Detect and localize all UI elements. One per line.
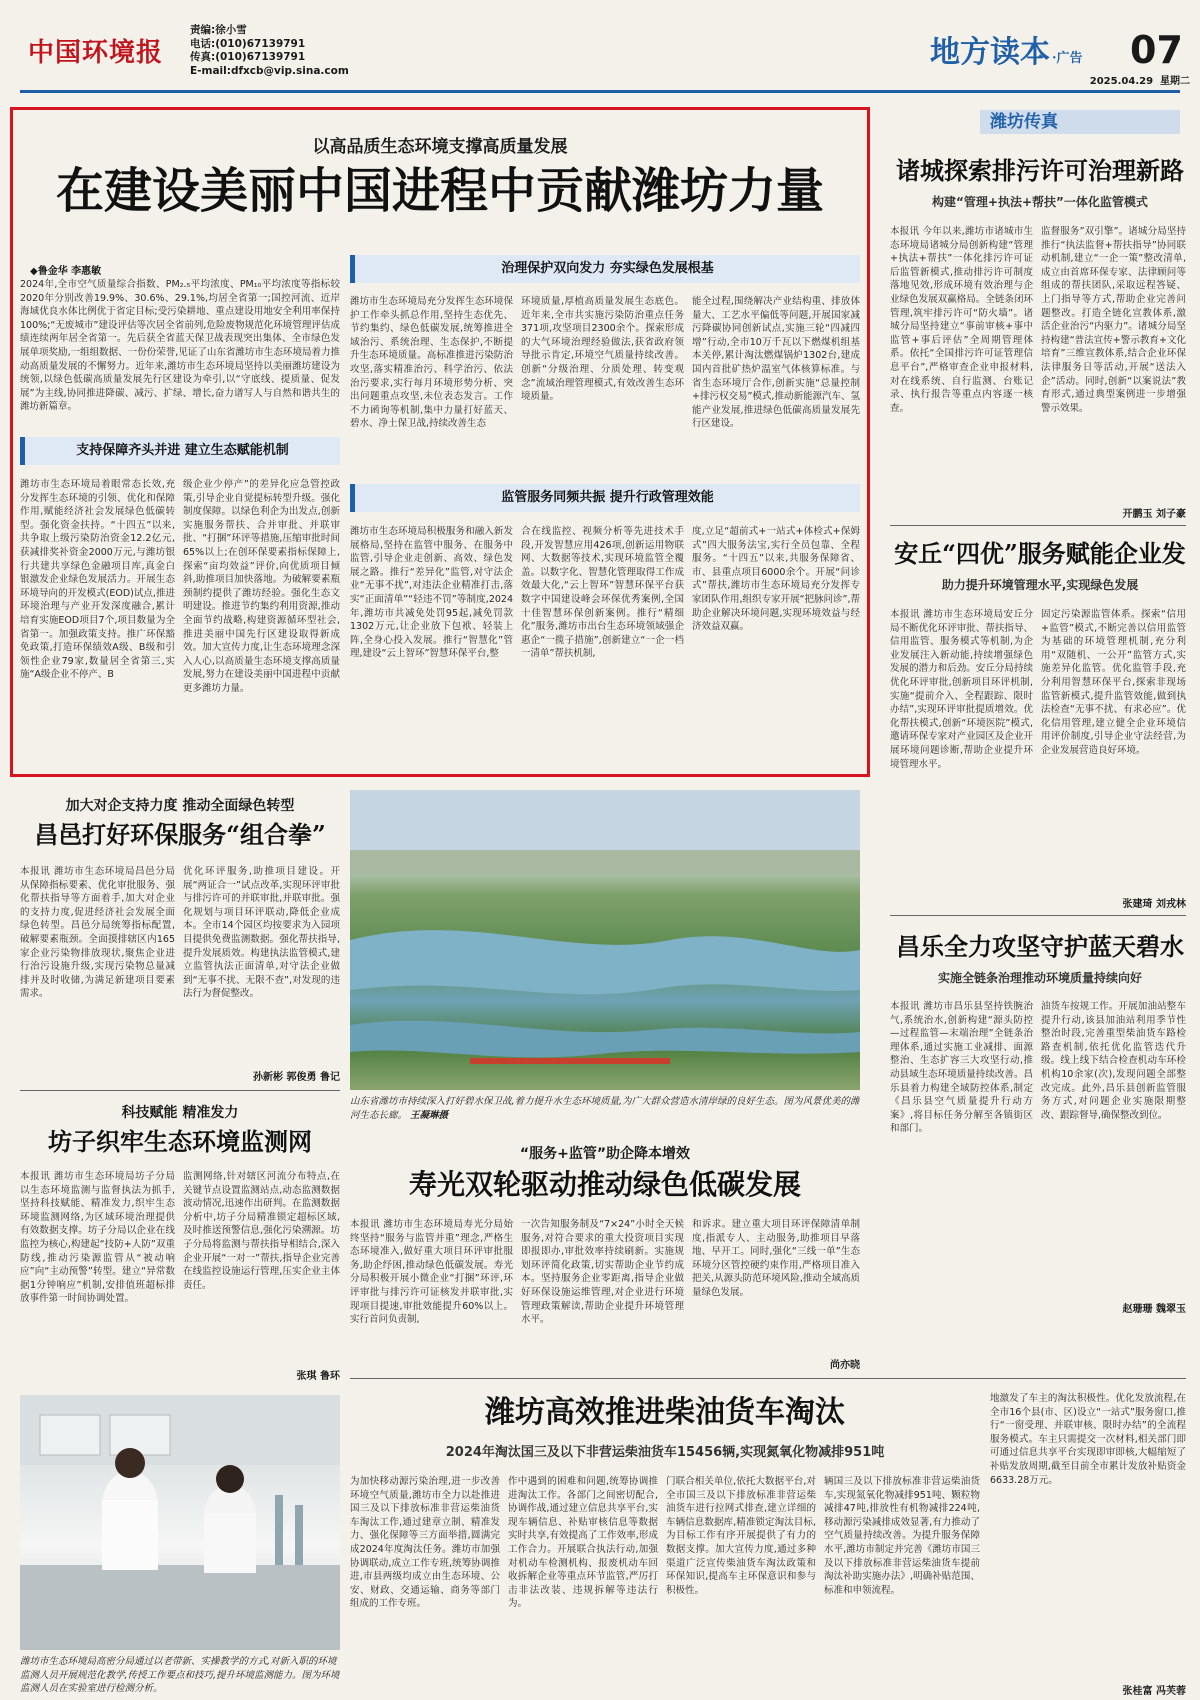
divider: [350, 1378, 1186, 1379]
lead-byline: ◆鲁金华 李惠敏: [30, 266, 102, 276]
support-column-2: 级企业少停产”的差异化应急管控政策,引导企业自觉提标转型升级。强化制度保障。以绿色利企为出发点,创新实施服务帮扶、合并审批、并联审批、“打捆”环评等措施,压缩审批时间65%以上;在创环保要素指标保障上,探索“亩均效益”评价,向优质项目倾斜,助推项目加快落地。为破解要素瓶颈制约提供了潍坊经验。强化生态文明建设。推进节约集约利用资源,推动全面节约战略,构建资源循环型社会,推进美丽中国先行区建设取得新成效。加大宣传力度,让生态环境理念深入人心,以高质量生态环境支撑高质量发展,努力在建设美丽中国进程中贡献更多潍坊力量。: [183, 479, 340, 694]
river-landscape-graphic: [350, 790, 860, 1090]
changyi-signature: 孙新彬 郭俊勇 鲁记: [253, 1072, 340, 1082]
river-photo: [350, 790, 860, 1090]
shouguang-kicker: “服务+监管”助企降本增效: [519, 1146, 691, 1161]
changyi-kicker: 加大对企支持力度 推动全面绿色转型: [65, 798, 295, 813]
section-heading-supervision: 监管服务同频共振 提升行政管理效能: [350, 484, 860, 512]
anqiu-deck: 助力提升环境管理水平,实现绿色发展: [941, 578, 1139, 592]
supervision-column-3: 度,立足“超前式+一站式+体检式+保姆式”四大服务法宝,实行全员包靠、全程服务。“十四五”以来,共服务保障省、市、县重点项目6000余个。开展“问诊式”帮扶,潍坊市生态环境局充分发挥专家团队作用,组织专家开展“把脉问诊”,帮助企业解决环境问题,实现环境效益与经济效益双赢。: [692, 526, 860, 633]
lead-headline: 在建设美丽中国进程中贡献潍坊力量: [55, 163, 824, 219]
fangzi-signature: 张琪 鲁环: [296, 1371, 340, 1381]
anqiu-column-1: 本报讯 潍坊市生态环境局安丘分局不断优化环评审批、帮扶指导、信用监管、服务模式等机制,为企业发展注入新动能,持续增强绿色发展的潜力和后劲。安丘分局持续优化环评审批,创新项目环评机制,实施“提前介入、全程跟踪、限时办结”,实现环评审批提质增效。优化帮扶模式,创新“环境医院”模式,邀请环保专家对产业园区及企业开展环境问题诊断,帮助企业提升环境管理水平。: [890, 609, 1033, 770]
divider: [890, 915, 1186, 916]
changle-headline: 昌乐全力攻坚守护蓝天碧水: [896, 932, 1184, 961]
section-heading-governance: 治理保护双向发力 夯实绿色发展根基: [350, 255, 860, 283]
changyi-column-1: 本报讯 潍坊市生态环境局昌邑分局从保障指标要素、优化审批服务、强化帮扶指导等方面着手,加大对企业的支持力度,促进经济社会发展全面绿色转型。昌邑分局统筹指标配置,破解要素瓶颈。全面摸排辖区内165家企业污染物排放现状,聚焦企业进行治污设施升级,实现污染物总量减排并及时收储,为满足新建项目要素需求。: [20, 866, 175, 1000]
editor-email: E-mail:dfxcb@vip.sina.com: [190, 64, 349, 77]
diesel-column-4: 辆国三及以下排放标准非营运柴油货车,实现氮氧化物减排951吨、颗粒物减排47吨,排放性有机物减排224吨,移动源污染减排成效显著,有力推动了空气质量持续改善。为提升服务保障水平,潍坊市制定并完善《潍坊市国三及以下排放标准非营运柴油货车提前淘汰补助实施办法》,明确补贴范围、标准和申领流程。: [824, 1476, 980, 1596]
page-number: 07: [1130, 28, 1183, 72]
fangzi-headline: 坊子织牢生态环境监测网: [48, 1127, 312, 1156]
shouguang-headline: 寿光双轮驱动推动绿色低碳发展: [408, 1168, 801, 1201]
caption-text: 山东省潍坊市持续深入打好碧水保卫战,着力提升水生态环境质量,为广大群众营造水清岸绿的良好生态。图为风景优美的潍河生态长廊。: [350, 1096, 860, 1121]
editor-phone: 电话:(010)67139791: [190, 37, 306, 50]
section-heading-support: 支持保障齐头并进 建立生态赋能机制: [20, 437, 340, 465]
changle-column-2: 油货车按规工作。开展加油站整车提升行动,该县加油站利用季节性整治时段,完善重型柴油货车路检路查机制,依托优化监管迭代升级。线上线下结合检查机动车环检机构10余家(次),发现问题全部整改完成。此外,昌乐县创新监管服务方式,对问题企业实施限期整改、跟踪督导,确保整改到位。: [1041, 1001, 1186, 1121]
section-suffix: ·广告: [1052, 51, 1083, 66]
divider: [20, 1090, 340, 1091]
changle-column-1: 本报讯 潍坊市昌乐县坚持铁腕治气,系统治水,创新构建“源头防控—过程监管—末端治理”全链条治理体系,通过实施工业减排、面源整治、生态扩容三大攻坚行动,推动县域生态环境质量持续改善。昌乐县着力构建全域防控体系,制定《昌乐县空气质量提升行动方案》,将目标任务分解至各镇街区和部门。: [890, 1001, 1033, 1135]
lead-kicker: 以高品质生态环境支撑高质量发展: [312, 137, 568, 154]
issue-date: [1010, 72, 1190, 86]
editor-info: [190, 24, 420, 84]
changle-deck: 实施全链条治理推动环境质量持续向好: [937, 971, 1142, 985]
lab-photo-caption: 潍坊市生态环境局高密分局通过以老带新、实操教学的方式,对新入职的环境监测人员开展规范化教学,传授工作要点和技巧,提升环境监测能力。图为环境监测人员在实验室进行检测分析。: [20, 1656, 340, 1695]
shouguang-column-3: 和诉求。建立重大项目环评保障清单制度,指派专人、主动服务,助推项目早落地、早开工。同时,强化“三线一单”生态环境分区管控硬约束作用,严格项目准入把关,从源头防范环境风险,推动全域高质量绿色发展。: [692, 1219, 860, 1298]
diesel-column-5: 地激发了车主的淘汰积极性。优化发放流程,在全市16个县(市、区)设立“一站式”服务窗口,推行“一窗受理、并联审核、限时办结”的全流程服务模式。车主只需提交一次材料,相关部门即可通过信息共享平台实现即审即核,大幅缩短了补贴发放周期,截至目前全市累计发放补贴资金6633.28万元。: [990, 1393, 1186, 1486]
anqiu-signature: 张建琦 刘戎林: [1122, 899, 1186, 909]
diesel-column-1: 为加快移动源污染治理,进一步改善环境空气质量,潍坊市全力以赴推进国三及以下排放标准非营运柴油货车淘汰工作,通过建章立制、精准发力、强化保障等三方面举措,圆满完成2024年度淘汰任务。潍坊市加强协调联动,成立工作专班,统筹协调推进,市县两级均成立由生态环境、公安、财政、交通运输、商务等部门组成的工作专班。: [350, 1476, 500, 1610]
fangzi-column-1: 本报讯 潍坊市生态环境局坊子分局以生态环境监测与监督执法为抓手,坚持科技赋能、精准发力,织牢生态环境监测网络,为区域环境治理提供有效数据支撑。坊子分局以企业在线监控为核心,构建起“技防+人防”双重防线,推动污染源监管从“被动响应”向“主动预警”转型。建立“异常数据1分钟响应”机制,安排值班超标排放事件第一时间协调处置。: [20, 1171, 175, 1305]
zhucheng-deck: 构建“管理+执法+帮扶”一体化监管模式: [932, 195, 1148, 209]
date: 2025.04.29: [1089, 76, 1154, 86]
divider: [890, 525, 1186, 526]
diesel-deck: 2024年淘汰国三及以下非营运柴油货车15456辆,实现氮氧化物减排951吨: [445, 1445, 885, 1460]
editor-fax: 传真:(010)67139791: [190, 51, 306, 63]
governance-column-2: 环境质量,厚植高质量发展生态底色。近年来,全市共实施污染防治重点任务371项,攻坚项目2300余个。探索形成的大气环境治理经验做法,获省政府领导批示肯定,环境空气质量持续改善。创新“分级治理、分质处理、转变观念”流域治理管理模式,有效改善生态环境质量。: [521, 296, 684, 403]
diesel-column-2: 作中遇到的困难和问题,统筹协调推进淘汰工作。各部门之间密切配合,协调作战,通过建立信息共享平台,实现车辆信息、补贴审核信息等数据实时共享,有效提高了工作效率,形成工作合力。开展联合执法行动,加强对机动车检测机构、报废机动车回收拆解企业等重点环节监管,严厉打击非法改装、违规拆解等违法行为。: [508, 1476, 658, 1610]
supervision-column-1: 潍坊市生态环境局积极服务和融入新发展格局,坚持在监管中服务、在服务中监管,引导企业走创新、高效、绿色发展之路。推行“差异化”监管,对守法企业“无事不扰”,对违法企业精准打击,落实“正面清单”“轻违不罚”等制度,2024年,潍坊市共减免处罚95起,减免罚款1302万元,让企业放下包袱、轻装上阵,全身心投入发展。推行“智慧化”管理,建设“云上智环”智慧环保平台,整: [350, 526, 513, 660]
changyi-headline: 昌邑打好环保服务“组合拳”: [34, 820, 326, 849]
zhucheng-signature: 开鹏玉 刘子豪: [1122, 509, 1186, 519]
lead-intro: 2024年,全市空气质量综合指数、PM₂.₅平均浓度、PM₁₀平均浓度等指标较2020年分别改善19.9%、30.6%、29.1%,均居全省第一;国控河流、近岸海域优良水体比例优于省定目标;受污染耕地、重点建设用地安全利用率保持100%;“无废城市”建设评估等次居全省前列,危险废物规范化环境管理评估成绩连续两年居全省第一。先后获全省蓝天保卫战表现突出集体、全市绿色发展单项奖励,一组组数据、一份份荣誉,见证了山东省潍坊市生态环境局着力推动高质量发展的不懈努力。近年来,潍坊市生态环境局坚持以美丽潍坊建设为统领,以绿色低碳高质量发展先行区建设为牵引,以“守底线、提质量、促发展”为主线,协同推进降碳、减污、扩绿、增长,奋力谱写人与自然和谐共生的潍坊新篇章。: [20, 279, 340, 413]
newspaper-logo: 中国环境报: [28, 38, 164, 68]
lab-photo: [20, 1395, 340, 1650]
shouguang-column-2: 一次告知服务制及“7×24”小时全天候服务,对符合要求的重大投资项目实现即报即办,审批效率持续刷新。实施规划环评简化政策,切实帮助企业节约成本。坚持服务企业零距离,指导企业做好环保设施运维管理,对企业进行环境管理政策解读,帮助企业提升环境管理水平。: [521, 1219, 684, 1326]
zhucheng-column-1: 本报讯 今年以来,潍坊市诸城市生态环境局诸城分局创新构建“管理+执法+帮扶”一体化排污许可证后监管新模式,推动排污许可制度落地见效,形成环境有效治理与企业绿色发展双赢格局。全链条闭环管理,筑牢排污许可“防火墙”。诸城分局坚持建立“事前审核+事中监管+事后评估”全周期管理体系。依托“全国排污许可证管理信息平台”,严格审查企业申报材料,对在线系统、自行监测、台账记录、执行报告等重点内容逐一核查。: [890, 226, 1033, 414]
river-photo-caption: [350, 1095, 860, 1125]
anqiu-headline: 安丘“四优”服务赋能企业发: [894, 539, 1186, 568]
shouguang-column-1: 本报讯 潍坊市生态环境局寿光分局始终坚持“服务与监管并重”理念,严格生态环境准入,做好重大项目环评审批服务,助企纾困,推动绿色低碳发展。寿光分局积极开展小微企业“打捆”环评,环评审批与排污许可证核发并联审批,实现项目提速,审批效能提升60%以上。实行首问负责制,: [350, 1219, 513, 1326]
column-tag: 潍坊传真: [980, 110, 1180, 134]
governance-column-1: 潍坊市生态环境局充分发挥生态环境保护工作牵头抓总作用,坚持生态优先、节约集约、绿色低碳发展,统筹推进全域治污、系统治理、生态保护,不断提升生态环境质量。高标准推进污染防治攻坚,落实精准治污、科学治污、依法治污要求,实行每月环境形势分析、突出问题重点攻坚,未位表态发言。工作不力函询等机制,集中力量打好蓝天、碧水、净土保卫战,持续改善生态: [350, 296, 513, 430]
governance-column-3: 能全过程,围绕解决产业结构重、排放体量大、工艺水平偏低等问题,开展国家减污降碳协同创新试点,实施三轮“四减四增”行动,全市10万千瓦以下燃煤机组基本关停,累计淘汰燃煤锅炉1302台,建成国内首批矿热炉温室气体核算标准。与省生态环境厅合作,创新实施“总量控制+排污权交易”模式,推动新能源汽车、氢能产业发展,推进绿色低碳高质量发展先行区建设。: [692, 296, 860, 430]
support-column-1: 潍坊市生态环境局着眼常态长效,充分发挥生态环境的引领、优化和保障作用,赋能经济社会发展绿色低碳转型。强化资金扶持。“十四五”以来,共争取上级污染防治资金12.2亿元,获减排奖补资金2000万元,与潍坊银行共建共享绿色金融项目库,真金白银激发企业绿色发展活力。开展生态环境导向的开发模式(EOD)试点,推进环境治理与产业开发深度融合,累计培育实施EOD项目7个,项目数量为全省第一。加强政策支持。推广环保豁免政策,打造环保绩效A级、B级和引领性企业79家,数量居全省第三,实施“A级企业不停产、B: [20, 479, 175, 681]
anqiu-column-2: 固定污染源监管体系。探索“信用+监管”模式,不断完善以信用监管为基础的环境管理机制,充分利用“双随机、一公开”监管方式,实施差异化监管。优化监管手段,充分利用智慧环保平台,探索非现场监管新模式,提升监管效能,做到执法检查“无事不扰、有求必应”。优化信用管理,建立健全企业环境信用评价制度,引导企业守法经营,为企业发展营造良好环境。: [1041, 609, 1186, 756]
weekday: 星期二: [1160, 76, 1190, 86]
fangzi-column-2: 监测网络,针对辖区河流分布特点,在关键节点设置监测站点,动态监测数据波动情况,迅速作出研判。在监测数据分析中,坊子分局精准锁定超标区域,及时推送预警信息,强化污染溯源。坊子分局将监测与帮扶指导相结合,深入企业开展“一对一”帮扶,指导企业完善在线监控设施运行管理,压实企业主体责任。: [183, 1171, 340, 1291]
zhucheng-headline: 诸城探索排污许可治理新路: [896, 156, 1184, 185]
zhucheng-column-2: 监督服务”双引擎”。诸城分局坚持推行“执法监督+帮扶指导”协同联动机制,建立“一企一策”整改清单,成立由首席环保专家、法律顾问等组成的帮扶团队,采取远程答疑、上门指导等方式,帮助企业完善问题整改。打造全链化宣教体系,激活企业治污“内驱力”。诸城分局坚持构建“普法宣传+警示教育+文化培育”三维宣教体系,结合企业环保法律服务日等活动,开展“送法入企”活动。同时,创新“以案说法”教育形式,通过典型案例进一步增强警示效果。: [1041, 226, 1186, 414]
diesel-signature: 张桂富 冯芙蓉: [1122, 1686, 1186, 1696]
section-title: [930, 28, 1120, 78]
fangzi-kicker: 科技赋能 精准发力: [121, 1105, 239, 1120]
shouguang-signature: 尚亦晓: [830, 1360, 860, 1370]
diesel-column-3: 门联合相关单位,依托大数据平台,对全市国三及以下排放标准非营运柴油货车进行拉网式排查,建立详细的车辆信息数据库,精准锁定淘汰目标,为目标工作有序开展提供了有力的数据支撑。加大宣传力度,通过多种渠道广泛宣传柴油货车淘汰政策和环保知识,提高车主环保意识和参与积极性。: [666, 1476, 816, 1596]
supervision-column-2: 合在线监控、视频分析等先进技术手段,开发智慧应用426项,创新运用物联网、大数据等技术,实现环境监管全覆盖。以数字化、智慧化管理取得工作成效最大化,“云上智环”智慧环保平台获数字中国建设峰会环保优秀案例,全国十佳智慧环保创新案例。推行“精细化”服务,潍坊市出台生态环境领域强企惠企“一揽子措施”,创新建立“一企一档一清单”帮扶机制,: [521, 526, 684, 660]
section-name: 地方读本: [930, 35, 1050, 70]
lab-scene-graphic: [20, 1395, 340, 1650]
changyi-column-2: 优化环评服务,助推项目建设。开展“两证合一”试点改革,实现环评审批与排污许可的并联审批,并联审批。强化规划与项目环评联动,降低企业成本。全市14个园区均按要求为入园项目提供免费监测数据。强化帮扶指导,提升发展质效。构建执法监管模式,建立监管执法正面清单,对守法企业做到“无事不扰、无限不查”,对发现的违法行为督促整改。: [183, 866, 340, 1000]
photo-credit: 王凝琳摄: [410, 1109, 449, 1121]
changle-signature: 赵珊珊 魏翠玉: [1122, 1304, 1186, 1314]
editor-name: 责编:徐小雪: [190, 24, 247, 36]
diesel-headline: 潍坊高效推进柴油货车淘汰: [485, 1395, 845, 1430]
masthead-rule: [20, 90, 1180, 93]
